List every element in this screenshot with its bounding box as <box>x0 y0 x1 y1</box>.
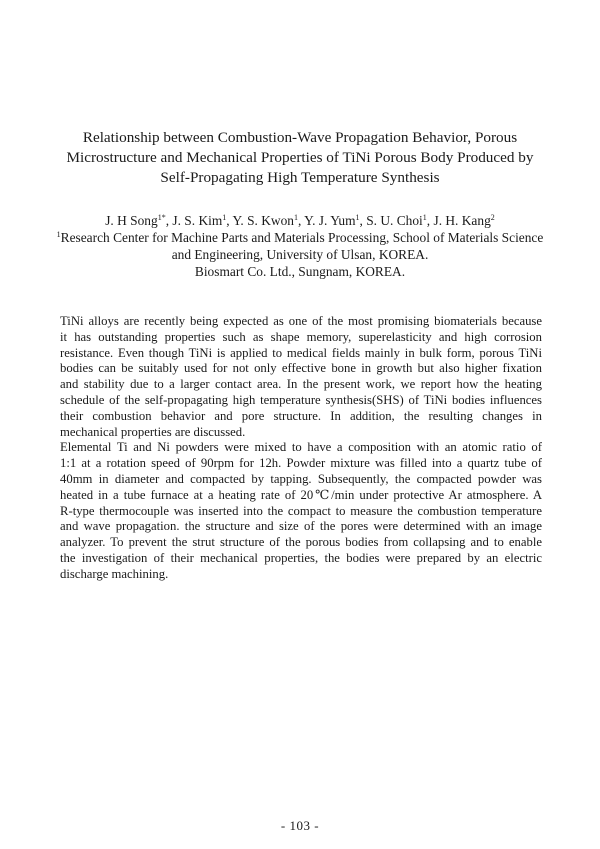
affiliation-mark: 1 <box>222 213 227 222</box>
abstract-line: TiNi alloys are recently being expected as one of the most promising biomaterials because <box>60 314 542 328</box>
affiliation-line: Biosmart Co. Ltd., Sungnam, KOREA. <box>194 264 406 279</box>
title-line: Self-Propagating High Temperature Synthesis <box>160 169 440 186</box>
affiliation-mark: 1 <box>422 213 427 222</box>
author-block <box>30 212 570 280</box>
author-name: Y. J. Yum <box>304 213 356 228</box>
abstract-line: 1:1 at a rotation speed of 90rpm for 12h. Powder mixture was filled into a quartz tube of <box>60 456 542 471</box>
abstract-line: discharge machining. <box>60 566 169 581</box>
affiliation-mark: 1* <box>157 213 166 222</box>
page-number: - 103 - <box>280 818 320 833</box>
affiliation-mark: 1 <box>293 213 298 222</box>
author-name: S. U. Choi <box>366 213 423 228</box>
abstract-body <box>60 314 542 583</box>
abstract-line: Elemental Ti and Ni powders were mixed to have a composition with an atomic ratio of <box>60 440 542 455</box>
author-name: J. S. Kim <box>172 213 223 228</box>
affiliation-mark: 2 <box>490 213 495 222</box>
paper-title <box>40 128 560 188</box>
abstract-line: and stability due to a larger contact area. In the present work, we report how the heating <box>60 377 542 392</box>
abstract-line: bodies can be suitably used for not only effective bone in growth but also higher fixation <box>60 361 542 376</box>
abstract-line: analyzer. To prevent the strut structure of the porous bodies from collapsing and to enable <box>60 535 542 550</box>
abstract-line: schedule of the self-propagating high temperature synthesis(SHS) of TiNi bodies influences <box>60 392 542 407</box>
abstract-line: R-type thermocouple was inserted into the compact to measure the combustion temperature <box>60 503 542 518</box>
affiliation-line: and Engineering, University of Ulsan, KOREA. <box>171 247 429 262</box>
author-name: Y. S. Kwon <box>232 213 294 228</box>
affiliation-line: $^1$Research Center for Machine Parts and Materials Processing, School of Materials Science <box>56 230 544 245</box>
author-list: J. H Song$^{1*}$, J. S. Kim$^1$, Y. S. Kwon$^1$, Y. J. Yum$^1$, S. U. Choi$^1$, J. H. Kang$^2$ <box>105 213 495 228</box>
affiliation-mark: 1 <box>56 230 61 239</box>
abstract-line: mechanical properties are discussed. <box>60 424 246 439</box>
title-line: Relationship between Combustion-Wave Propagation Behavior, Porous <box>82 129 518 146</box>
affiliation-mark: 1 <box>355 213 360 222</box>
author-name: J. H Song <box>105 213 158 228</box>
abstract-line: their combustion behavior and pore structure. In addition, the resulting changes in <box>60 408 542 423</box>
abstract-line: the investigation of their mechanical properties, the bodies were prepared by an electric <box>60 550 542 565</box>
abstract-line: it has outstanding properties such as shape memory, superelasticity and high corrosion <box>60 329 542 344</box>
author-name: J. H. Kang <box>433 213 491 228</box>
abstract-line: 40mm in diameter and compacted by tapping. Subsequently, the compacted powder was <box>60 471 542 486</box>
abstract-line: resistance. Even though TiNi is applied to medical fields mainly in bulk form, porous TiNi <box>60 345 542 360</box>
abstract-line: heated in a tube furnace at a heating rate of 20℃/min under protective Ar atmosphere. A <box>60 487 542 502</box>
title-line: Microstructure and Mechanical Properties of TiNi Porous Body Produced by <box>66 149 534 166</box>
abstract-line: and wave propagation. the structure and size of the pores were determined with an image <box>60 519 542 534</box>
